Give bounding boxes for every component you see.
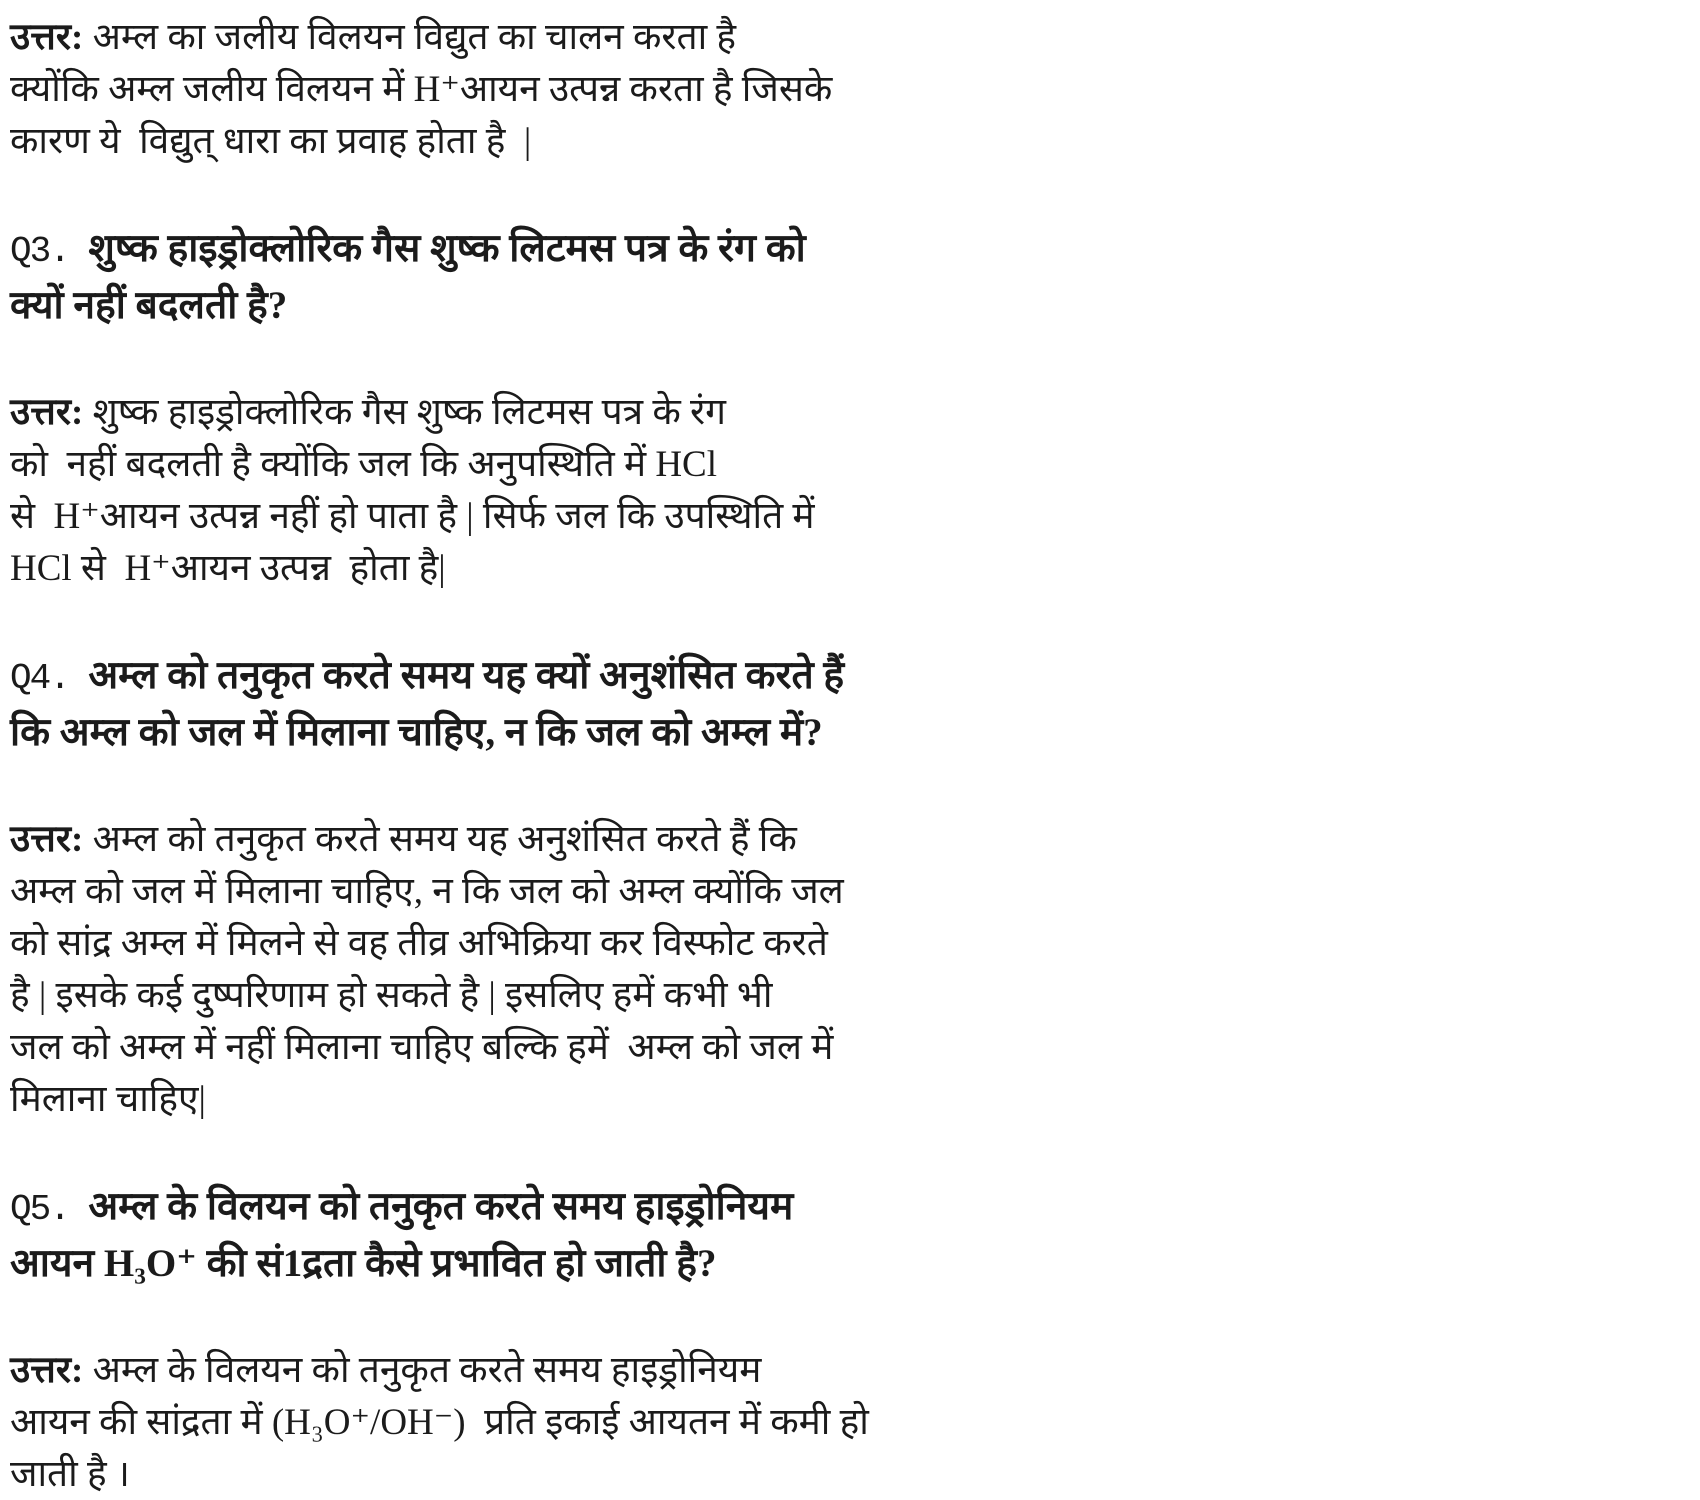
answer-label: उत्तर: <box>10 17 84 58</box>
text-line: शुष्क हाइड्रोक्लोरिक गैस शुष्क लिटमस पत्र के रंग को <box>68 227 806 270</box>
answer-label: उत्तर: <box>10 819 84 860</box>
answer-q2-paragraph <box>10 12 1110 168</box>
text-line: HCl से H⁺आयन उत्पन्न होता है| <box>10 548 446 589</box>
question-q4-heading <box>10 649 1110 760</box>
text-column <box>10 12 1110 1500</box>
text-line: क्योंकि अम्ल जलीय विलयन में H⁺आयन उत्पन्न करता है जिसके <box>10 69 833 110</box>
answer-label: उत्तर: <box>10 392 84 433</box>
text-line <box>10 1180 1110 1237</box>
text-line <box>10 387 1110 439</box>
answer-q5-paragraph <box>10 1345 1110 1500</box>
text-line: अम्ल को तनुकृत करते समय यह अनुशंसित करते हैं कि <box>83 819 797 860</box>
answer-label: उत्तर: <box>10 1350 84 1391</box>
answer-q3-paragraph <box>10 387 1110 595</box>
text-line: शुष्क हाइड्रोक्लोरिक गैस शुष्क लिटमस पत्र के रंग <box>83 392 726 433</box>
text-line <box>10 1345 1110 1397</box>
text-line <box>10 649 1110 706</box>
text-line: आयन H₃O⁺ की सं1द्रता कैसे प्रभावित हो जाती है? <box>10 1242 717 1285</box>
question-q3-heading <box>10 222 1110 333</box>
text-line: है | इसके कई दुष्परिणाम हो सकते है | इसलिए हमें कभी भी <box>10 975 773 1016</box>
question-number: Q3. <box>10 231 69 272</box>
text-line: को सांद्र अम्ल में मिलने से वह तीव्र अभिक्रिया कर विस्फोट करते <box>10 923 828 964</box>
text-line <box>10 814 1110 866</box>
text-line: अम्ल के विलयन को तनुकृत करते समय हाइड्रोनियम <box>68 1185 794 1228</box>
text-line: जल को अम्ल में नहीं मिलाना चाहिए बल्कि हमें अम्ल को जल में <box>10 1027 834 1068</box>
text-line: कारण ये विद्युत् धारा का प्रवाह होता है | <box>10 121 532 162</box>
question-number: Q5. <box>10 1189 69 1230</box>
text-line: आयन की सांद्रता में (H₃O⁺/OH⁻) प्रति इकाई आयतन में कमी हो <box>10 1402 869 1443</box>
text-line: जाती है । <box>10 1454 130 1495</box>
text-line: अम्ल का जलीय विलयन विद्युत का चालन करता है <box>83 17 737 58</box>
text-line: अम्ल को तनुकृत करते समय यह क्यों अनुशंसित करते हैं <box>68 654 845 697</box>
text-line: मिलाना चाहिए| <box>10 1079 206 1120</box>
text-line <box>10 12 1110 64</box>
text-line: क्यों नहीं बदलती है? <box>10 284 288 327</box>
text-line: अम्ल को जल में मिलाना चाहिए, न कि जल को अम्ल क्योंकि जल <box>10 871 844 912</box>
question-q5-heading <box>10 1180 1110 1291</box>
text-line: से H⁺आयन उत्पन्न नहीं हो पाता है | सिर्फ जल कि उपस्थिति में <box>10 496 815 537</box>
question-number: Q4. <box>10 658 69 699</box>
answer-q4-paragraph <box>10 814 1110 1126</box>
text-line <box>10 222 1110 279</box>
text-line: कि अम्ल को जल में मिलाना चाहिए, न कि जल को अम्ल में? <box>10 711 823 754</box>
text-line: को नहीं बदलती है क्योंकि जल कि अनुपस्थिति में HCl <box>10 444 717 485</box>
text-line: अम्ल के विलयन को तनुकृत करते समय हाइड्रोनियम <box>83 1350 762 1391</box>
